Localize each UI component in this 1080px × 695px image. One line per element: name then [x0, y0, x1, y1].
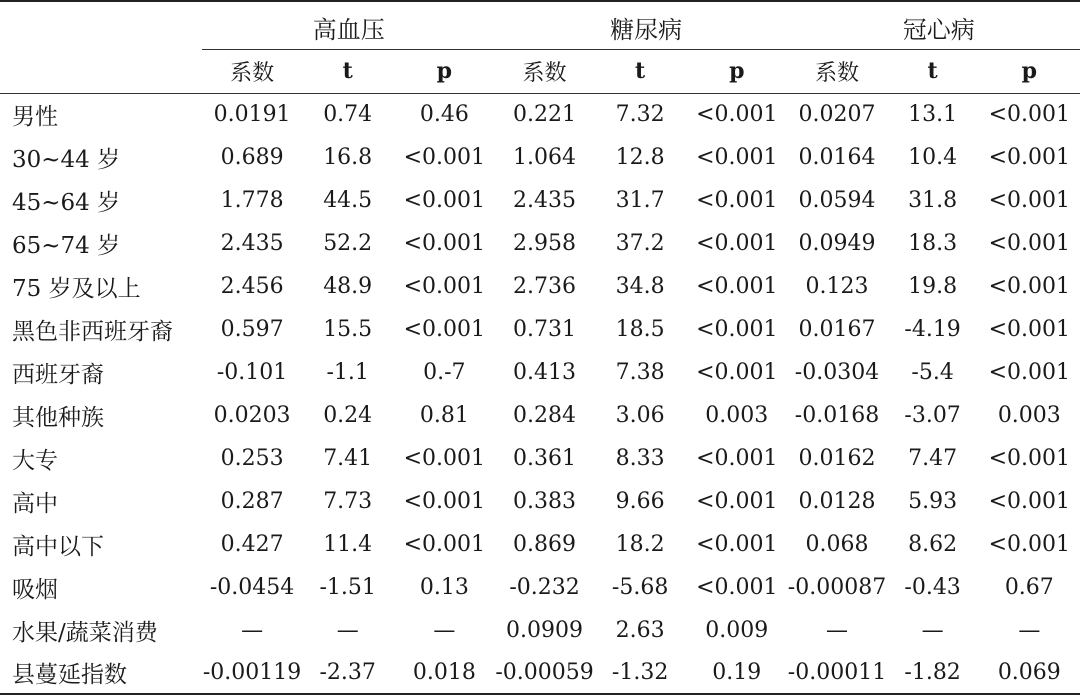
table-cell: <0.001	[988, 489, 1071, 514]
table-header	[0, 1, 1080, 93]
table-cell: -0.43	[904, 575, 961, 600]
table-cell: -1.32	[611, 660, 669, 685]
table-cell: 0.221	[513, 102, 577, 128]
table-cell: —	[241, 618, 264, 643]
table-cell: <0.001	[696, 145, 778, 170]
row-label: 黑色非西班牙裔	[12, 319, 173, 345]
table-cell: -5.4	[911, 360, 954, 385]
table-cell: 0.123	[805, 274, 869, 299]
row-label: 水果/蔬菜消费	[12, 620, 158, 646]
table-cell: <0.001	[696, 360, 778, 385]
row-label: 高中	[12, 491, 58, 517]
table-row	[0, 609, 1080, 652]
table-cell: 31.7	[615, 188, 665, 213]
table-cell: -0.00059	[495, 660, 594, 685]
table-row	[0, 523, 1080, 566]
table-cell: 2.435	[220, 231, 284, 256]
table-cell: <0.001	[988, 446, 1071, 471]
row-label: 大专	[12, 448, 58, 474]
table-cell: 0.731	[513, 317, 577, 342]
group-header-chd: 冠心病	[787, 1, 1080, 49]
table-cell: <0.001	[988, 102, 1071, 128]
table-cell: 0.869	[513, 532, 577, 557]
table-cell: 0.24	[323, 403, 373, 428]
table-cell: 0.0909	[506, 618, 584, 643]
table-cell: 0.0594	[798, 188, 876, 213]
group-header-row	[0, 1, 1080, 49]
sub-header-t: t	[635, 58, 646, 84]
table-cell: 0.0164	[798, 145, 876, 170]
table-cell: 1.778	[220, 188, 284, 213]
row-label: 高中以下	[12, 534, 104, 560]
group-header-hypertension: 高血压	[202, 1, 494, 49]
table-row	[0, 566, 1080, 609]
table-cell: 1.064	[513, 145, 577, 170]
table-cell: 0.81	[419, 403, 469, 428]
sub-header-corner	[0, 49, 202, 93]
table-cell: 0.0203	[213, 403, 291, 428]
table-cell: 0.361	[513, 446, 577, 471]
table-cell: -1.51	[319, 575, 376, 600]
table-cell: <0.001	[403, 274, 486, 299]
table-cell: 7.38	[615, 360, 665, 385]
table-cell: 0.0162	[798, 446, 876, 471]
table-cell: 0.67	[1004, 575, 1054, 600]
table-cell: <0.001	[403, 532, 486, 557]
table-cell: <0.001	[403, 231, 486, 256]
row-label: 男性	[12, 104, 58, 131]
row-label: 75 岁及以上	[12, 276, 141, 302]
table-cell: <0.001	[696, 102, 778, 128]
table-cell: -0.0304	[794, 360, 880, 385]
table-cell: -0.0168	[794, 403, 880, 428]
table-cell: 13.1	[908, 102, 958, 128]
table-cell: 0.0949	[798, 231, 876, 256]
table-cell: <0.001	[696, 274, 778, 299]
table-cell: 0.383	[513, 489, 577, 514]
table-cell: 0.018	[412, 660, 476, 685]
table-cell: -2.37	[319, 660, 376, 685]
table-cell: <0.001	[988, 145, 1071, 170]
table-cell: 0.74	[323, 102, 373, 128]
table-cell: —	[336, 618, 359, 643]
table-body	[0, 93, 1080, 694]
table-row	[0, 480, 1080, 523]
table-cell: 7.47	[908, 446, 958, 471]
table-cell: <0.001	[403, 317, 486, 342]
table-cell: 34.8	[615, 274, 665, 299]
table-cell: -4.19	[904, 317, 961, 342]
row-label: 65~74 岁	[12, 233, 121, 259]
row-label: 其他种族	[12, 405, 104, 431]
table-cell: 0.0128	[798, 489, 876, 514]
table-cell: 0.427	[220, 532, 284, 557]
table-cell: -0.232	[509, 575, 580, 600]
table-row	[0, 179, 1080, 222]
table-cell: -1.1	[326, 360, 369, 385]
sub-header-p: p	[1021, 58, 1037, 84]
row-label: 45~64 岁	[12, 190, 121, 216]
table-cell: <0.001	[696, 489, 778, 514]
sub-header-p: p	[436, 58, 453, 84]
table-cell: 52.2	[323, 231, 373, 256]
table-cell: 2.435	[513, 188, 577, 213]
table-row	[0, 394, 1080, 437]
table-cell: 3.06	[615, 403, 665, 428]
sub-header-p: p	[729, 58, 745, 84]
table-cell: 19.8	[908, 274, 958, 299]
table-cell: -5.68	[611, 575, 669, 600]
table-cell: 44.5	[323, 188, 373, 213]
table-row	[0, 308, 1080, 351]
table-cell: -0.00087	[787, 575, 887, 600]
table-cell: 0.46	[419, 102, 469, 128]
table-cell: 9.66	[615, 489, 665, 514]
sub-header-row	[0, 49, 1080, 93]
table-cell: 18.2	[615, 532, 665, 557]
table-cell: 0.19	[712, 660, 762, 685]
row-label: 县蔓延指数	[12, 662, 127, 688]
table-cell: 18.5	[615, 317, 665, 342]
table-cell: <0.001	[696, 575, 778, 600]
table-cell: 0.13	[419, 575, 469, 600]
table-cell: -0.101	[216, 360, 288, 385]
table-row	[0, 437, 1080, 480]
row-label: 吸烟	[12, 577, 58, 603]
table-cell: <0.001	[696, 231, 778, 256]
table-cell: -0.0454	[209, 575, 295, 600]
table-cell: 7.32	[615, 102, 665, 128]
table-cell: 11.4	[323, 532, 373, 557]
table-row	[0, 136, 1080, 179]
table-cell: 8.62	[908, 532, 958, 557]
row-label: 西班牙裔	[12, 362, 104, 388]
table-cell: 0.284	[513, 403, 577, 428]
table-cell: —	[433, 618, 456, 643]
table-cell: 0.009	[705, 618, 769, 643]
table-row	[0, 265, 1080, 308]
table-cell: -3.07	[904, 403, 961, 428]
table-cell: —	[1018, 618, 1041, 643]
table-cell: 5.93	[908, 489, 958, 514]
sub-header-t: t	[927, 58, 938, 84]
sub-header-coef: 系数	[814, 60, 859, 86]
table-cell: 0.0191	[213, 102, 291, 128]
table-cell: 0.-7	[423, 360, 466, 385]
table-cell: <0.001	[696, 446, 778, 471]
table-cell: 0.069	[997, 660, 1061, 685]
table-cell: 2.456	[220, 274, 284, 299]
table-row	[0, 93, 1080, 136]
table-row	[0, 222, 1080, 265]
table-cell: 7.73	[323, 489, 373, 514]
table-cell: 2.958	[513, 231, 577, 256]
table-cell: 0.0207	[798, 102, 876, 128]
table-cell: 0.003	[705, 403, 769, 428]
table-cell: 0.413	[513, 360, 577, 385]
table-cell: 31.8	[908, 188, 958, 213]
table-cell: 37.2	[615, 231, 665, 256]
table-cell: 0.287	[220, 489, 284, 514]
table-cell: 12.8	[615, 145, 665, 170]
table-row	[0, 652, 1080, 694]
table-cell: 8.33	[615, 446, 665, 471]
table-cell: <0.001	[988, 532, 1071, 557]
table-cell: 0.068	[805, 532, 869, 557]
table-cell: 10.4	[908, 145, 958, 170]
table-cell: <0.001	[403, 489, 486, 514]
table-cell: —	[826, 618, 848, 643]
table-cell: 16.8	[323, 145, 373, 170]
table-cell: 0.597	[220, 317, 284, 342]
table-cell: <0.001	[403, 145, 486, 170]
table-cell: <0.001	[403, 446, 486, 471]
table-cell: <0.001	[988, 317, 1071, 342]
table-cell: <0.001	[403, 188, 486, 213]
table-cell: 2.63	[615, 618, 665, 643]
table-cell: 15.5	[323, 317, 373, 342]
group-header-diabetes: 糖尿病	[495, 1, 787, 49]
table-cell: —	[921, 618, 944, 643]
table-cell: 18.3	[908, 231, 958, 256]
table-cell: <0.001	[988, 360, 1071, 385]
table-cell: <0.001	[988, 231, 1071, 256]
table-cell: 0.0167	[798, 317, 876, 342]
table-cell: -0.00119	[202, 660, 302, 685]
table-cell: 0.689	[220, 145, 284, 170]
corner-cell	[0, 1, 202, 49]
sub-header-t: t	[342, 58, 353, 84]
sub-header-coef: 系数	[522, 60, 567, 86]
table-cell: <0.001	[696, 188, 778, 213]
table-cell: <0.001	[988, 188, 1071, 213]
row-label: 30~44 岁	[12, 147, 121, 173]
sub-header-coef: 系数	[230, 60, 275, 86]
table-cell: 2.736	[513, 274, 577, 299]
table-cell: 0.003	[997, 403, 1061, 428]
table-cell: <0.001	[696, 317, 778, 342]
table-cell: 7.41	[323, 446, 373, 471]
table-cell: <0.001	[696, 532, 778, 557]
table-cell: -1.82	[904, 660, 961, 685]
table-row	[0, 351, 1080, 394]
table-cell: 0.253	[220, 446, 284, 471]
table-cell: 48.9	[323, 274, 373, 299]
table-cell: <0.001	[988, 274, 1071, 299]
table-cell: -0.00011	[787, 660, 887, 685]
